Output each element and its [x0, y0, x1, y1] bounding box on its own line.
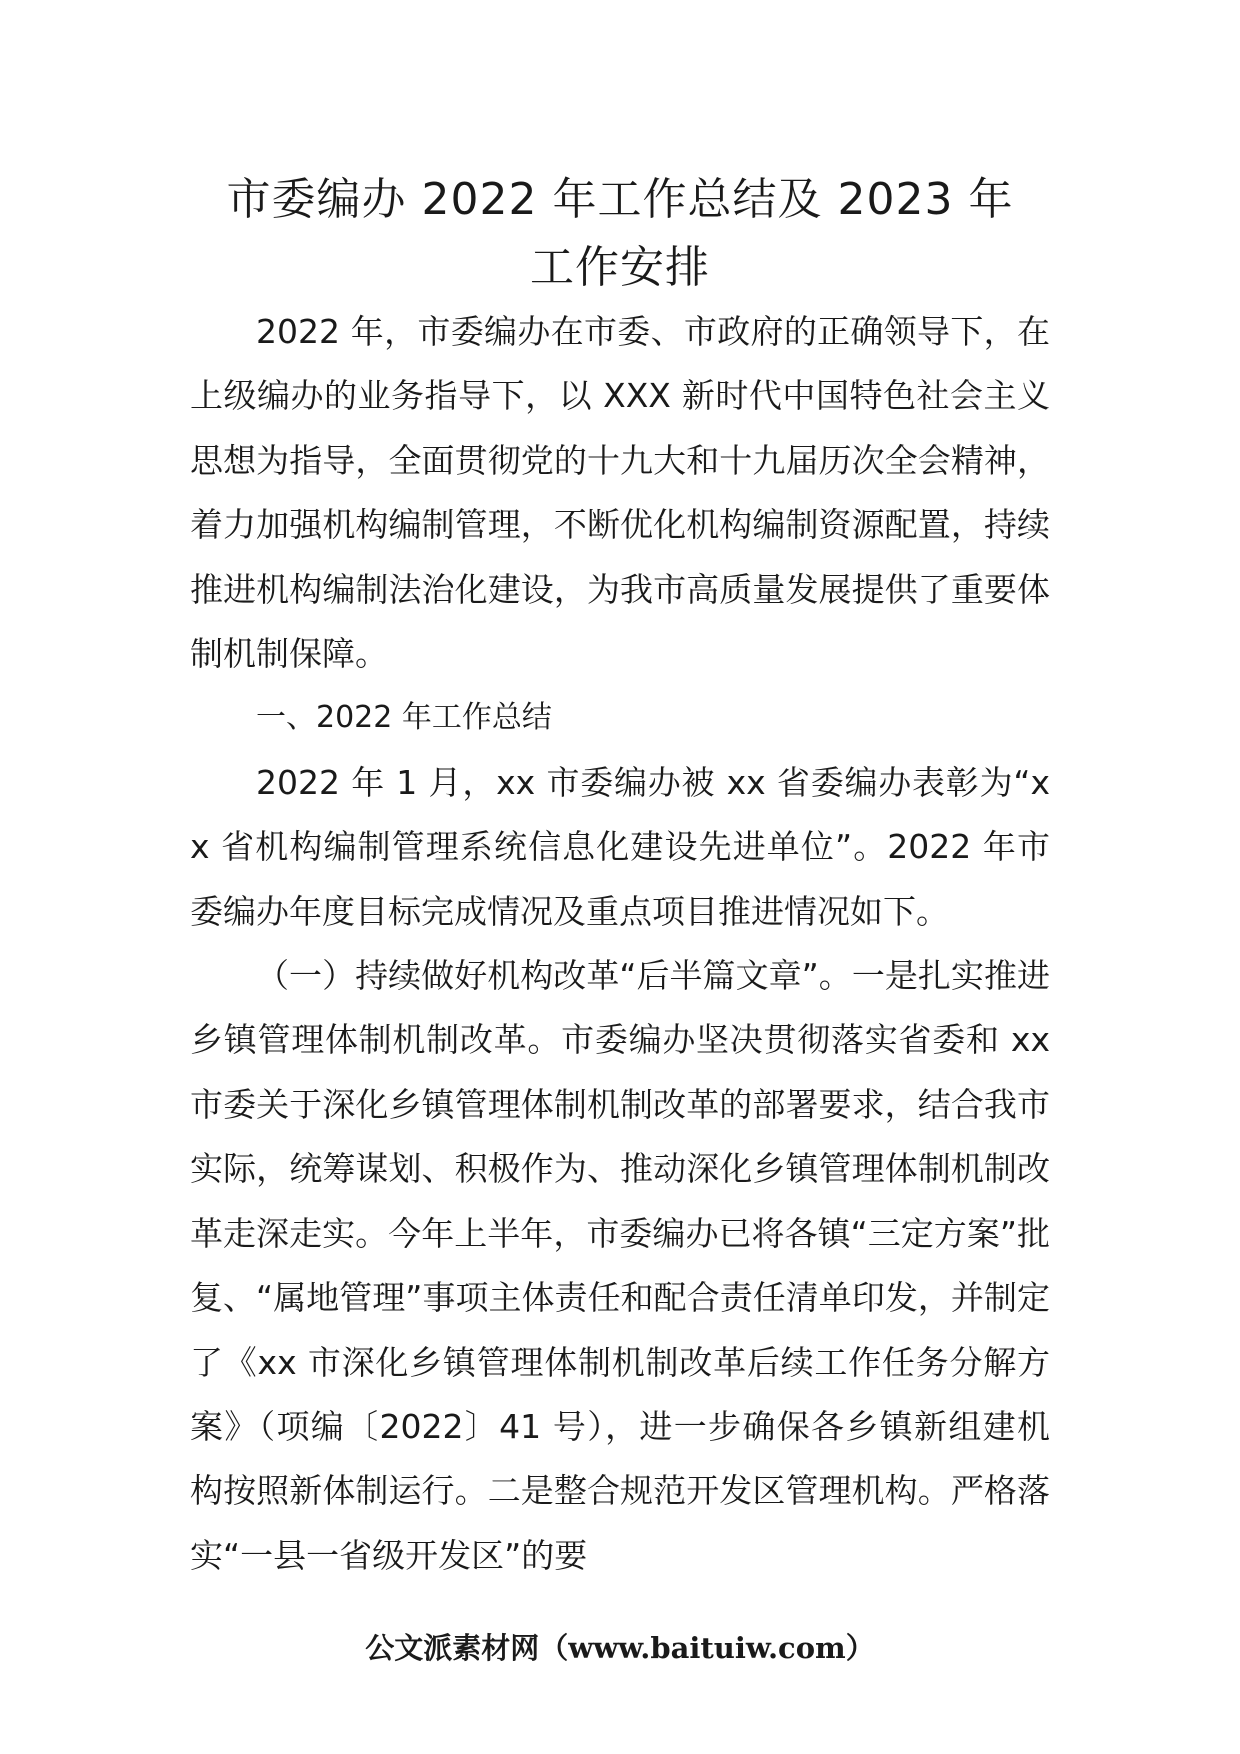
paragraph-intro: 2022 年，市委编办在市委、市政府的正确领导下，在上级编办的业务指导下，以 XXX 新时代中国特色社会主义思想为指导，全面贯彻党的十九大和十九届历次全会精神，着力加强机构编制管理，不断优化机构编制资源配置，持续推进机构编制法治化建设，为我市高质量发展提供了重要体制机制保障。 [190, 312, 1050, 674]
document-title-line-2: 工作安排 [530, 242, 710, 293]
paragraph-award: 2022 年 1 月，xx 市委编办被 xx 省委编办表彰为“xx 省机构编制管理系统信息化建设先进单位”。2022 年市委编办年度目标完成情况及重点项目推进情况如下。 [190, 762, 1050, 931]
section-heading: 一、2022 年工作总结 [256, 700, 552, 736]
document-body [190, 300, 1050, 1588]
footer-watermark-text: 公文派素材网（www.baituiw.com） [365, 1631, 875, 1665]
paragraph-reform: （一）持续做好机构改革“后半篇文章”。一是扎实推进乡镇管理体制机制改革。市委编办坚决贯彻落实省委和 xx 市委关于深化乡镇管理体制机制改革的部署要求，结合我市实际，统筹谋划、积极作为、推动深化乡镇管理体制机制改革走深走实。今年上半年，市委编办已将各镇“三定方案”批复、“属地管理”事项主体责任和配合责任清单印发，并制定了《xx 市深化乡镇管理体制机制改革后续工作任务分解方案》（项编〔2022〕41 号），进一步确保各乡镇新组建机构按照新体制运行。二是整合规范开发区管理机构。严格落实“一县一省级开发区”的要 [190, 956, 1050, 1575]
document-title-line-1: 市委编办 2022 年工作总结及 2023 年 [226, 174, 1014, 225]
